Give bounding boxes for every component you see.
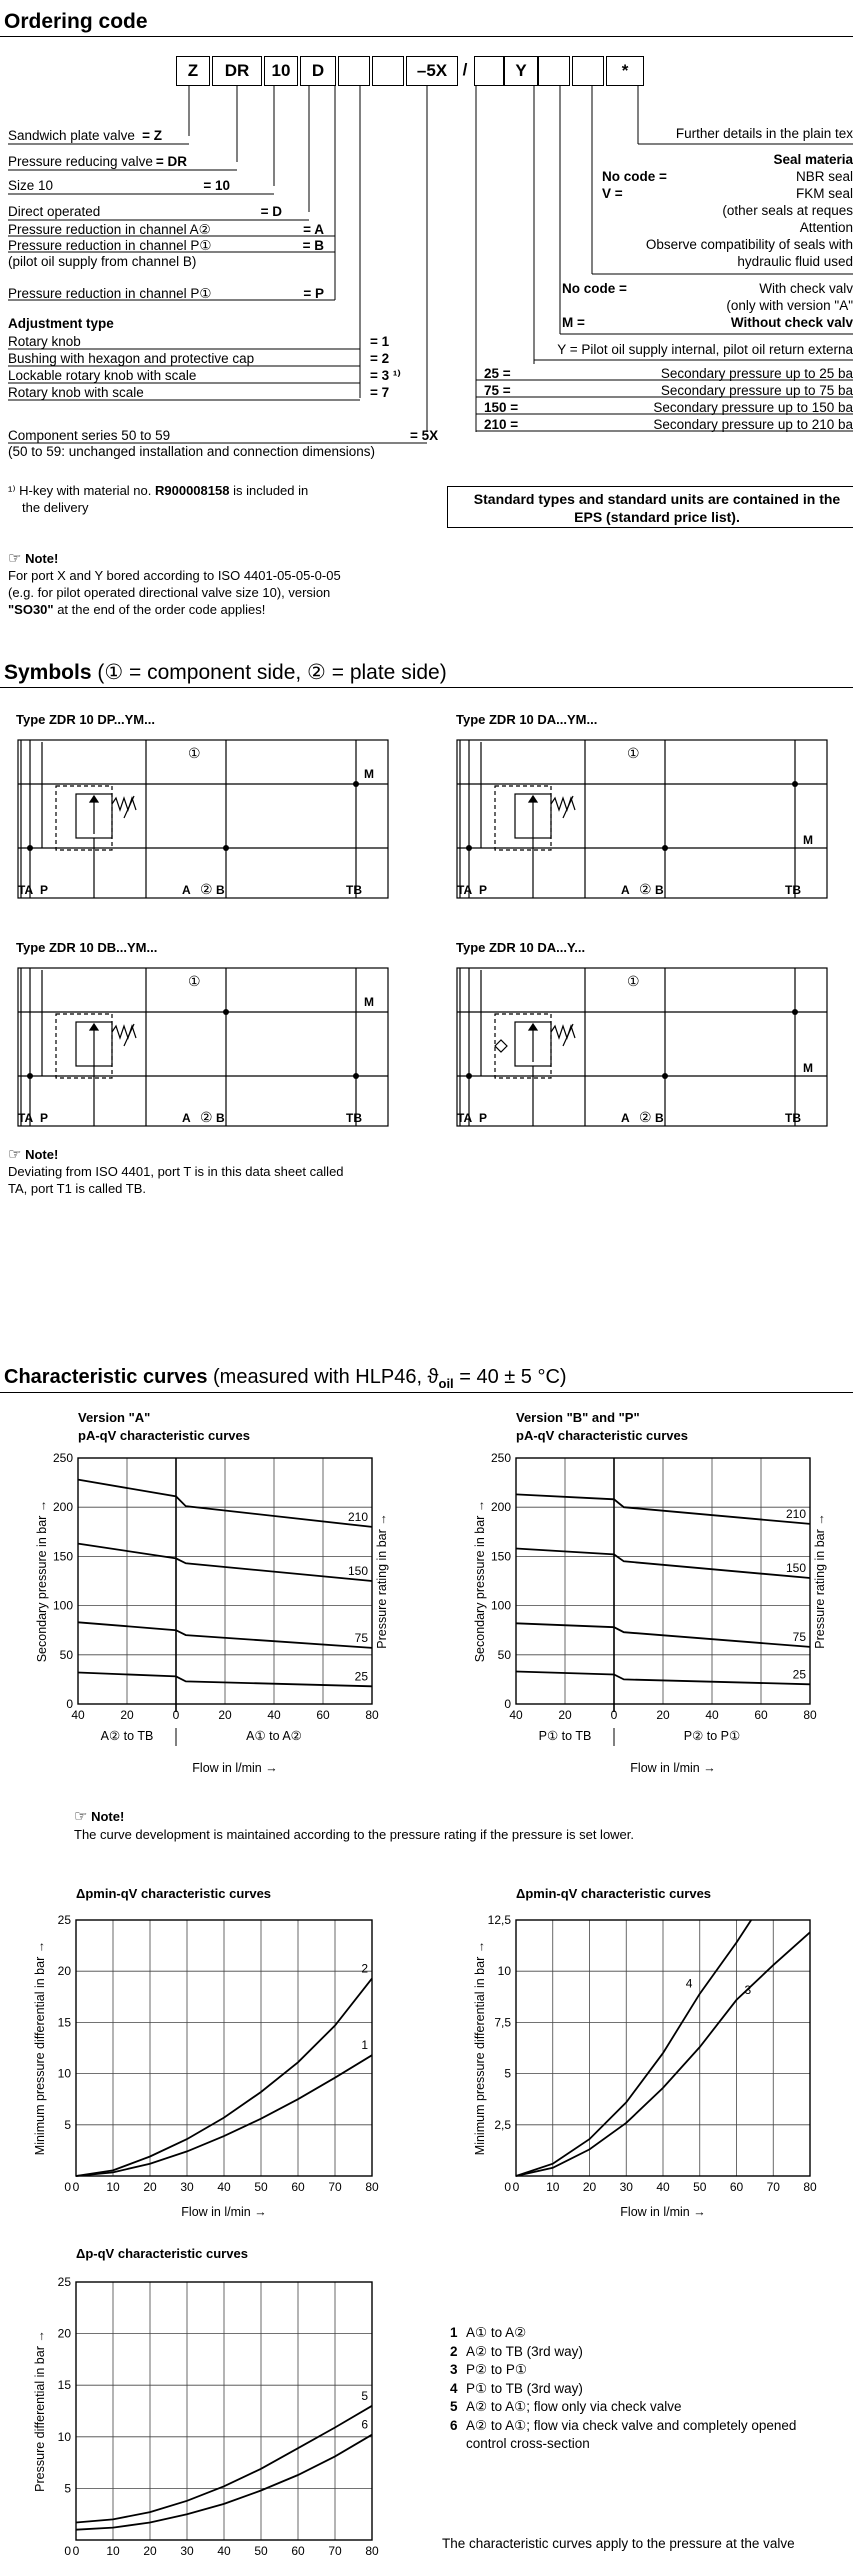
series-label: 210	[785, 1506, 806, 1521]
x-tick-label: 50	[254, 2544, 268, 2558]
x-tick-label: 60	[754, 1708, 768, 1722]
std-box-line-1: Standard types and standard units are contained in the	[473, 491, 841, 507]
series-label: 25	[792, 1667, 806, 1682]
code-box: –5X	[406, 56, 458, 86]
note-1-line-1: For port X and Y bored according to ISO 4401-05-05-0-05	[8, 568, 341, 583]
plate-side-marker: ②	[200, 1109, 213, 1125]
y-axis-label: Secondary pressure in bar →	[473, 1499, 487, 1663]
symbols-title	[4, 660, 447, 685]
x-tick-label: 60	[729, 2180, 744, 2194]
curves-title	[4, 1366, 567, 1391]
code-box: *	[606, 56, 644, 86]
series-label: 3	[744, 1982, 752, 1997]
ordering-item-code: = A	[303, 222, 324, 237]
port-b-label: B	[655, 883, 664, 897]
chart-title: Δp-qV characteristic curves	[76, 2246, 248, 2261]
adjustment-item-code: = 7	[370, 385, 390, 400]
legend-row	[450, 2343, 796, 2362]
adjustment-item-code: = 2	[370, 351, 390, 366]
x-tick-label: 0	[172, 1708, 180, 1722]
ordering-item-label: (pilot oil supply from channel B)	[8, 254, 197, 269]
origin-label: 0	[504, 2180, 511, 2194]
origin-label: 0	[64, 2180, 71, 2194]
adjustment-item-label: Bushing with hexagon and protective cap	[8, 351, 255, 366]
symbols-title-bold: Symbols	[4, 661, 92, 684]
port-tb-label: TB	[346, 1111, 362, 1125]
port-ta-label: TA	[457, 1111, 473, 1125]
curves-title-bold: Characteristic curves	[4, 1366, 208, 1388]
series-label: 5	[361, 2388, 368, 2403]
pressure-item-code: 75 =	[484, 383, 511, 398]
x-axis-label: Flow in l/min →	[181, 2205, 267, 2219]
symbol-diagram-db	[16, 966, 391, 1131]
check-without: Without check valv	[730, 315, 853, 330]
series-label: 6	[361, 2417, 368, 2432]
port-a-label: A	[621, 883, 630, 897]
symbol-type-3: Type ZDR 10 DB...YM...	[16, 940, 158, 955]
port-b-label: B	[655, 1111, 664, 1125]
x-right-label: P② to P①	[683, 1729, 741, 1743]
chart-dpmin-2	[438, 1880, 853, 2230]
code-box: DR	[212, 56, 262, 86]
series-label: 2	[361, 1961, 368, 1976]
plate-side-marker: ②	[639, 881, 652, 897]
x-tick-label: 60	[316, 1708, 330, 1722]
port-b-label: B	[216, 1111, 225, 1125]
legend-row	[450, 2435, 796, 2454]
footnote-text-1: H-key with material no.	[19, 483, 152, 498]
adjustment-item-code: = 1	[370, 334, 390, 349]
code-box: D	[300, 56, 336, 86]
x-tick-label: 20	[582, 2180, 597, 2194]
hand-icon: ☞	[8, 550, 22, 567]
std-box-line-2: EPS (standard price list).	[574, 509, 740, 525]
seal-other: (other seals at reques	[722, 203, 853, 218]
y-axis-right-label: Pressure rating in bar →	[813, 1513, 827, 1649]
x-tick-label: 60	[291, 2544, 305, 2558]
x-tick-label: 80	[365, 2544, 379, 2558]
port-ta-label: TA	[18, 883, 34, 897]
port-m-label: M	[364, 995, 374, 1009]
x-tick-label: 80	[365, 2180, 379, 2194]
check-nocode: No code =	[562, 281, 627, 296]
legend-number: 1	[450, 2325, 458, 2340]
attention: Attention	[799, 220, 853, 235]
legend-number: 5	[450, 2399, 458, 2414]
chart-dpmin-1	[0, 1880, 430, 2230]
plate-side-marker: ②	[200, 881, 213, 897]
y-tick-label: 100	[490, 1598, 511, 1613]
y-tick-label: 15	[57, 2378, 71, 2393]
x-tick-label: 70	[766, 2180, 780, 2194]
adjustment-item-label: Rotary knob	[8, 334, 81, 349]
standard-types-box	[447, 486, 853, 528]
component-side-marker: ①	[188, 745, 201, 761]
component-side-marker: ①	[188, 973, 201, 989]
y-tick-label: 250	[52, 1451, 73, 1465]
series-label: 75	[354, 1630, 368, 1645]
y-tick-label: 50	[59, 1647, 73, 1662]
x-tick-label: 50	[254, 2180, 268, 2194]
seal-fkm: FKM seal	[795, 186, 853, 201]
x-tick-label: 40	[217, 2180, 231, 2194]
port-ta-label: TA	[457, 883, 473, 897]
y-tick-label: 20	[57, 2326, 71, 2341]
x-tick-label: 40	[509, 1708, 523, 1722]
symbol-type-1: Type ZDR 10 DP...YM...	[16, 712, 155, 727]
series-label: 4	[685, 1976, 693, 1991]
port-a-label: A	[182, 1111, 191, 1125]
ordering-item-code: = DR	[155, 154, 187, 169]
legend-text: A② to TB (3rd way)	[466, 2343, 583, 2359]
bottom-text: The characteristic curves apply to the pressure at the valve	[442, 2536, 795, 2551]
port-m-label: M	[803, 1061, 813, 1075]
series-label: Component series 50 to 59	[8, 428, 171, 443]
x-tick-label: 30	[180, 2544, 194, 2558]
series-label: 75	[792, 1629, 806, 1644]
y-tick-label: 5	[64, 2117, 71, 2132]
code-box: /	[462, 60, 468, 79]
y-tick-label: 2,5	[494, 2117, 511, 2132]
observe-2: hydraulic fluid used	[737, 254, 853, 269]
ordering-item-label: Size 10	[8, 178, 54, 193]
legend-text: A① to A②	[466, 2325, 527, 2340]
x-tick-label: 20	[143, 2544, 157, 2558]
y-tick-label: 15	[57, 2015, 71, 2030]
y-tick-label: 10	[57, 2066, 71, 2081]
footnote	[8, 482, 408, 516]
legend-row	[450, 2417, 796, 2436]
x-tick-label: 20	[143, 2180, 157, 2194]
x-left-label: P① to TB	[538, 1729, 592, 1743]
chart-title: pA-qV characteristic curves	[78, 1428, 250, 1443]
further-details: Further details in the plain tex	[675, 126, 853, 141]
ordering-title: Ordering code	[4, 10, 148, 33]
legend-number: 3	[450, 2362, 458, 2377]
y-tick-label: 0	[504, 1697, 511, 1711]
pressure-item-code: 210 =	[484, 417, 519, 432]
port-p-label: P	[479, 883, 488, 897]
pilot-y: Y = Pilot oil supply internal, pilot oil return externa	[557, 342, 853, 357]
legend-row	[450, 2324, 796, 2343]
x-tick-label: 0	[610, 1708, 618, 1722]
x-tick-label: 60	[291, 2180, 305, 2194]
code-box: 10	[264, 56, 298, 86]
symbol-diagram-da-y	[455, 966, 830, 1131]
chart-subtitle: Version "B" and "P"	[516, 1410, 640, 1425]
ordering-item-label: Pressure reduction in channel A②	[8, 222, 211, 237]
origin-label: 0	[64, 2544, 71, 2558]
pressure-item-label: Secondary pressure up to 150 ba	[653, 400, 853, 415]
footnote-text-3: the delivery	[22, 500, 89, 515]
port-b-label: B	[216, 883, 225, 897]
symbols-title-rest: (① = component side, ② = plate side)	[97, 661, 447, 684]
check-with: With check valv	[759, 281, 853, 296]
x-left-label: A② to TB	[100, 1729, 154, 1743]
x-tick-label: 20	[558, 1708, 572, 1722]
x-tick-label: 10	[546, 2180, 560, 2194]
curve-legend	[450, 2324, 796, 2454]
note-1-bold: "SO30"	[8, 602, 54, 617]
adjustment-item-label: Lockable rotary knob with scale	[8, 368, 197, 383]
series-label: 210	[347, 1509, 368, 1524]
seal-nbr: NBR seal	[795, 169, 853, 184]
x-tick-label: 70	[328, 2180, 342, 2194]
y-tick-label: 20	[57, 1964, 71, 1979]
ordering-item-label: Pressure reducing valve	[8, 154, 153, 169]
x-tick-label: 20	[218, 1708, 232, 1722]
y-tick-label: 25	[57, 1913, 71, 1927]
port-ta-label: TA	[18, 1111, 34, 1125]
note-3-text: The curve development is maintained according to the pressure rating if the pressure is set lower.	[74, 1827, 635, 1842]
y-axis-label: Minimum pressure differential in bar →	[33, 1940, 47, 2156]
x-axis-label: Flow in l/min →	[192, 1761, 278, 1775]
pressure-item-label: Secondary pressure up to 25 ba	[660, 366, 853, 381]
check-only: (only with version "A"	[726, 298, 853, 313]
y-tick-label: 10	[497, 1964, 511, 1979]
ordering-item-code: = B	[302, 238, 324, 253]
y-tick-label: 7,5	[494, 2015, 511, 2030]
port-a-label: A	[621, 1111, 630, 1125]
y-axis-right-label: Pressure rating in bar →	[375, 1513, 389, 1649]
chart-title: Δpmin-qV characteristic curves	[76, 1886, 272, 1901]
x-tick-label: 40	[217, 2544, 231, 2558]
note-1-end: at the end of the order code applies!	[57, 602, 266, 617]
plate-side-marker: ②	[639, 1109, 652, 1125]
adjustment-item-label: Rotary knob with scale	[8, 385, 144, 400]
legend-number: 4	[450, 2380, 458, 2396]
ordering-item-label: Pressure reduction in channel P①	[8, 238, 212, 253]
ordering-item-code: = P	[303, 286, 324, 301]
note-1-line-2: (e.g. for pilot operated directional valve size 10), version	[8, 585, 331, 600]
curves-rule	[0, 1392, 853, 1393]
chart-subtitle: Version "A"	[78, 1410, 151, 1425]
x-right-label: A① to A②	[246, 1729, 302, 1743]
symbol-diagram-dp	[16, 738, 391, 903]
footnote-text-2: is included in	[233, 483, 309, 498]
x-tick-label: 30	[180, 2180, 194, 2194]
seal-nocode: No code =	[602, 169, 667, 184]
x-tick-label: 80	[803, 1708, 817, 1722]
ordering-connector-lines	[0, 0, 853, 470]
adjustment-item-code: = 3 ¹⁾	[370, 368, 401, 383]
y-tick-label: 50	[497, 1647, 511, 1662]
ordering-item-code: = D	[260, 204, 282, 219]
x-tick-label: 10	[106, 2180, 120, 2194]
series-label: 1	[361, 2038, 368, 2053]
series-label: 150	[347, 1564, 368, 1578]
pressure-item-label: Secondary pressure up to 75 ba	[660, 383, 853, 398]
y-axis-label: Secondary pressure in bar →	[35, 1499, 49, 1663]
chart-version-a	[0, 1396, 430, 1796]
hand-icon: ☞	[8, 1146, 22, 1163]
x-tick-label: 20	[120, 1708, 134, 1722]
chart-version-b-p	[438, 1396, 853, 1796]
legend-text: A② to A①; flow only via check valve	[466, 2399, 682, 2414]
chart-dp	[0, 2234, 430, 2560]
note-2-title: Note!	[25, 1147, 59, 1162]
pressure-item-code: 25 =	[484, 366, 511, 381]
symbol-type-2: Type ZDR 10 DA...YM...	[456, 712, 598, 727]
component-side-marker: ①	[627, 973, 640, 989]
hand-icon: ☞	[74, 1808, 88, 1825]
y-tick-label: 150	[490, 1549, 511, 1564]
chart-title: pA-qV characteristic curves	[516, 1428, 688, 1443]
y-tick-label: 5	[504, 2066, 511, 2081]
port-tb-label: TB	[785, 883, 801, 897]
series-label: 150	[785, 1561, 806, 1576]
y-axis-label: Pressure differential in bar →	[33, 2330, 47, 2492]
y-tick-label: 150	[52, 1549, 73, 1564]
x-tick-label: 20	[656, 1708, 670, 1722]
x-tick-label: 0	[512, 2180, 520, 2194]
x-tick-label: 80	[803, 2180, 817, 2194]
symbol-type-4: Type ZDR 10 DA...Y...	[456, 940, 586, 955]
port-m-label: M	[364, 767, 374, 781]
ordering-item-label: Direct operated	[8, 204, 101, 219]
adjustment-title: Adjustment type	[8, 316, 114, 331]
port-m-label: M	[803, 833, 813, 847]
observe-1: Observe compatibility of seals with	[645, 237, 853, 252]
ordering-item-code: = 10	[203, 178, 230, 193]
symbol-diagram-da-ym	[455, 738, 830, 903]
note-1	[8, 550, 341, 618]
y-tick-label: 200	[52, 1500, 73, 1515]
ordering-item-code: = Z	[142, 128, 162, 143]
chart-title: Δpmin-qV characteristic curves	[516, 1886, 712, 1901]
x-tick-label: 40	[705, 1708, 719, 1722]
x-tick-label: 80	[365, 1708, 379, 1722]
x-axis-label: Flow in l/min →	[630, 1761, 716, 1775]
port-tb-label: TB	[346, 883, 362, 897]
port-a-label: A	[182, 883, 191, 897]
pressure-item-label: Secondary pressure up to 210 ba	[653, 417, 853, 432]
footnote-mark: ¹⁾	[8, 483, 16, 498]
y-tick-label: 100	[52, 1598, 73, 1613]
x-tick-label: 40	[71, 1708, 85, 1722]
ordering-item-label: Sandwich plate valve	[8, 128, 135, 143]
series-note: (50 to 59: unchanged installation and connection dimensions)	[8, 444, 375, 459]
seal-title: Seal materia	[773, 152, 853, 167]
y-tick-label: 25	[57, 2275, 71, 2289]
y-tick-label: 12,5	[487, 1913, 511, 1927]
x-tick-label: 10	[106, 2544, 120, 2558]
note-2	[8, 1146, 344, 1197]
series-line	[516, 1920, 751, 2176]
legend-row	[450, 2361, 796, 2380]
x-tick-label: 70	[328, 2544, 342, 2558]
x-tick-label: 30	[619, 2180, 633, 2194]
y-tick-label: 10	[57, 2429, 71, 2444]
check-m: M =	[562, 315, 585, 330]
legend-text: A② to A①; flow via check valve and completely opened	[466, 2417, 797, 2433]
legend-text: P① to TB (3rd way)	[466, 2380, 583, 2396]
series-label: 25	[354, 1669, 368, 1684]
port-p-label: P	[40, 883, 49, 897]
x-tick-label: 40	[656, 2180, 670, 2194]
seal-v: V =	[602, 186, 623, 201]
y-axis-label: Minimum pressure differential in bar →	[473, 1940, 487, 2156]
y-tick-label: 200	[490, 1500, 511, 1515]
component-side-marker: ①	[627, 745, 640, 761]
note-2-line-2: TA, port T1 is called TB.	[8, 1181, 146, 1196]
legend-text: P② to P①	[466, 2362, 527, 2377]
note-3-title: Note!	[91, 1809, 125, 1824]
code-box: Z	[176, 56, 210, 86]
note-3	[74, 1808, 634, 1844]
ordering-item-label: Pressure reduction in channel P①	[8, 286, 212, 301]
legend-number: 2	[450, 2343, 458, 2359]
note-1-title: Note!	[25, 551, 59, 566]
y-tick-label: 250	[490, 1451, 511, 1465]
port-tb-label: TB	[785, 1111, 801, 1125]
x-tick-label: 50	[693, 2180, 707, 2194]
symbols-rule	[0, 687, 853, 688]
x-axis-label: Flow in l/min →	[620, 2205, 706, 2219]
x-tick-label: 0	[72, 2180, 80, 2194]
port-p-label: P	[479, 1111, 488, 1125]
pressure-item-code: 150 =	[484, 400, 519, 415]
y-tick-label: 0	[66, 1697, 73, 1711]
curves-title-sub: oil	[438, 1376, 454, 1391]
legend-number: 6	[450, 2417, 458, 2433]
port-p-label: P	[40, 1111, 49, 1125]
curves-title-end: = 40 ± 5 °C)	[453, 1366, 567, 1388]
legend-text: control cross-section	[466, 2436, 590, 2451]
series-code: = 5X	[410, 428, 439, 443]
legend-row	[450, 2380, 796, 2399]
note-2-line-1: Deviating from ISO 4401, port T is in this data sheet called	[8, 1164, 344, 1179]
code-box: Y	[504, 56, 538, 86]
footnote-material-no: R900008158	[155, 483, 230, 498]
x-tick-label: 0	[72, 2544, 80, 2558]
y-tick-label: 5	[64, 2481, 71, 2496]
legend-row	[450, 2398, 796, 2417]
x-tick-label: 40	[267, 1708, 281, 1722]
curves-title-rest: (measured with HLP46, ϑ	[213, 1366, 439, 1388]
